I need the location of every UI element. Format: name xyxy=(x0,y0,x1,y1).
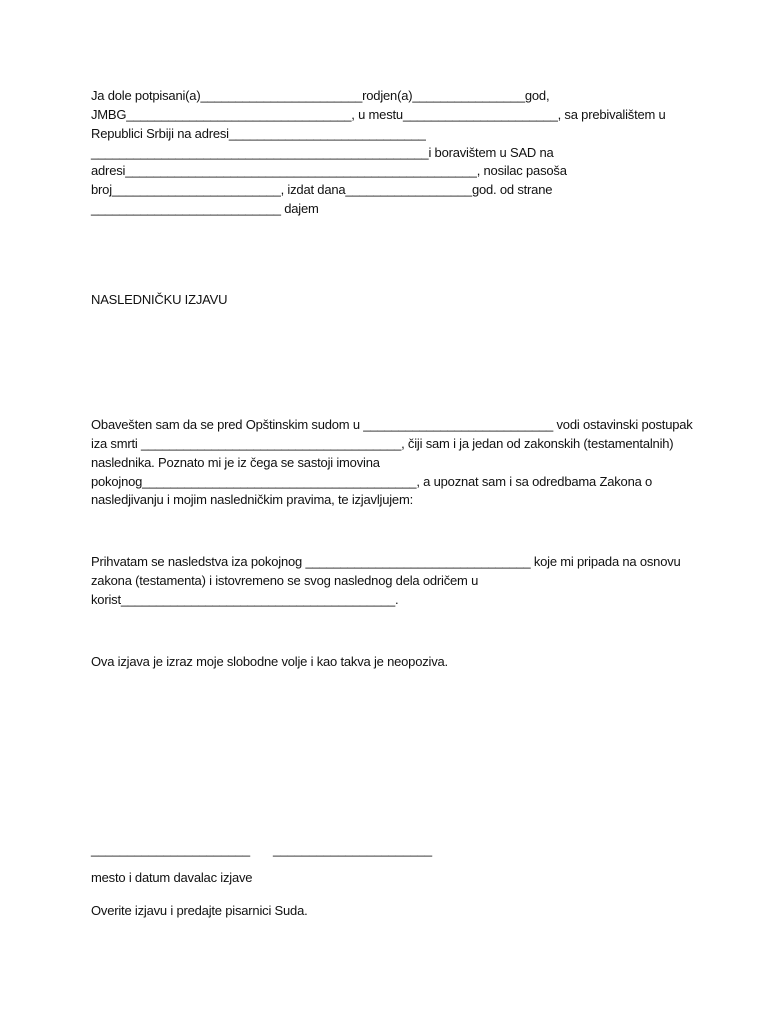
paragraph-1-line-3: naslednika. Poznato mi je iz čega se sastoji imovina xyxy=(91,455,380,470)
header-line-4: ________________________________________________i boravištem u SAD na xyxy=(91,145,554,160)
header-line-6: broj________________________, izdat dana__________________god. od strane xyxy=(91,182,553,197)
signature-line-place-date: ______________________ xyxy=(91,842,251,857)
paragraph-2-line-2: zakona (testamenta) i istovremeno se svog naslednog dela odričem u xyxy=(91,573,479,588)
signature-caption: mesto i datum davalac izjave xyxy=(91,870,253,885)
paragraph-1-line-1: Obavešten sam da se pred Opštinskim sudom u ___________________________ vodi ostavinski postupak xyxy=(91,417,693,432)
document-title: NASLEDNIČKU IZJAVU xyxy=(91,292,228,307)
paragraph-1-line-5: nasledjivanju i mojim nasledničkim pravima, te izjavljujem: xyxy=(91,492,413,507)
paragraph-2-line-1: Prihvatam se nasledstva iza pokojnog ________________________________ koje mi pripada na osnovu xyxy=(91,554,681,569)
header-line-5: adresi__________________________________________________, nosilac pasoša xyxy=(91,163,567,178)
header-line-2: JMBG________________________________, u mestu______________________, sa prebivalištem u xyxy=(91,107,666,122)
paragraph-2-line-3: korist_______________________________________. xyxy=(91,592,399,607)
signature-line-declarant: ______________________ xyxy=(273,842,433,857)
paragraph-1-line-2: iza smrti _____________________________________, čiji sam i ja jedan od zakonskih (testamentalnih) xyxy=(91,436,674,451)
footer-note: Overite izjavu i predajte pisarnici Suda. xyxy=(91,903,308,918)
paragraph-1-line-4: pokojnog_______________________________________, a upoznat sam i sa odredbama Zakona o xyxy=(91,474,653,489)
paragraph-3: Ova izjava je izraz moje slobodne volje i kao takva je neopoziva. xyxy=(91,654,448,669)
header-line-3: Republici Srbiji na adresi____________________________ xyxy=(91,126,426,141)
header-line-7: ___________________________ dajem xyxy=(91,201,319,216)
header-line-1: Ja dole potpisani(a)_______________________rodjen(a)________________god, xyxy=(91,88,550,103)
